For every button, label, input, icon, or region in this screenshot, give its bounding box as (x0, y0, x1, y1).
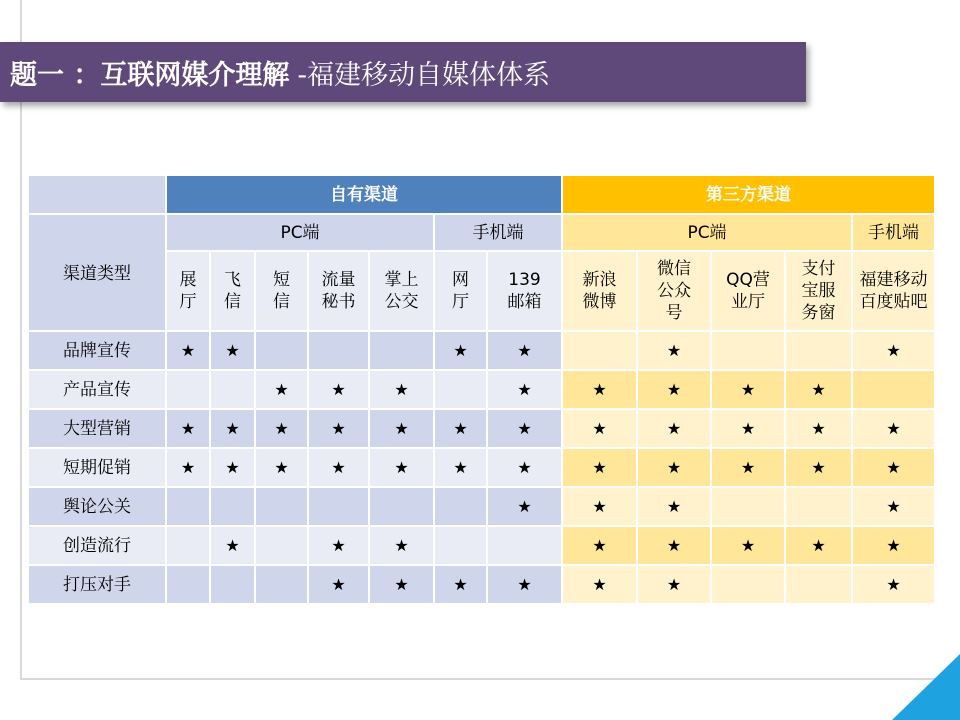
table-row (28, 331, 935, 370)
own-pc-header: PC端 (166, 214, 434, 251)
title-bar (0, 42, 806, 102)
star-mark-cell: ★ (308, 448, 369, 487)
column-header: 网 厅 (434, 251, 487, 331)
star-mark-cell: ★ (434, 448, 487, 487)
star-mark-cell: ★ (637, 448, 711, 487)
channel-table (27, 174, 936, 605)
empty-cell (210, 487, 255, 526)
third-mobile-header: 手机端 (852, 214, 935, 251)
row-label: 大型营销 (28, 409, 166, 448)
table-row (28, 409, 935, 448)
star-mark-cell: ★ (562, 409, 637, 448)
star-mark-cell: ★ (711, 409, 785, 448)
star-mark-cell: ★ (562, 448, 637, 487)
star-mark-cell: ★ (711, 370, 785, 409)
star-mark-cell: ★ (255, 448, 308, 487)
empty-cell (434, 370, 487, 409)
empty-cell (210, 370, 255, 409)
star-mark-cell: ★ (210, 448, 255, 487)
star-mark-cell: ★ (369, 370, 434, 409)
table-row (28, 526, 935, 565)
star-mark-cell: ★ (369, 448, 434, 487)
star-mark-cell: ★ (637, 331, 711, 370)
slide-title: 题一 ：互联网媒介理解 (10, 59, 290, 91)
empty-cell (255, 331, 308, 370)
star-mark-cell: ★ (852, 487, 935, 526)
star-mark-cell: ★ (562, 370, 637, 409)
empty-cell (166, 526, 210, 565)
row-label: 品牌宣传 (28, 331, 166, 370)
empty-cell (255, 487, 308, 526)
star-mark-cell: ★ (487, 487, 562, 526)
star-mark-cell: ★ (637, 409, 711, 448)
star-mark-cell: ★ (852, 331, 935, 370)
star-mark-cell: ★ (166, 331, 210, 370)
star-mark-cell: ★ (785, 370, 852, 409)
star-mark-cell: ★ (487, 370, 562, 409)
star-mark-cell: ★ (562, 526, 637, 565)
star-mark-cell: ★ (785, 526, 852, 565)
star-mark-cell: ★ (637, 565, 711, 604)
star-mark-cell: ★ (210, 409, 255, 448)
star-mark-cell: ★ (434, 331, 487, 370)
star-mark-cell: ★ (852, 565, 935, 604)
star-mark-cell: ★ (711, 526, 785, 565)
star-mark-cell: ★ (785, 409, 852, 448)
table-row (28, 448, 935, 487)
corner-cell (28, 175, 166, 214)
empty-cell (711, 487, 785, 526)
table-row (28, 565, 935, 604)
empty-cell (785, 487, 852, 526)
empty-cell (487, 526, 562, 565)
star-mark-cell: ★ (711, 448, 785, 487)
empty-cell (210, 565, 255, 604)
column-header: 短 信 (255, 251, 308, 331)
empty-cell (166, 370, 210, 409)
column-header: 139 邮箱 (487, 251, 562, 331)
corner-accent-triangle (892, 654, 960, 720)
star-mark-cell: ★ (637, 487, 711, 526)
empty-cell (166, 487, 210, 526)
star-mark-cell: ★ (562, 487, 637, 526)
star-mark-cell: ★ (562, 565, 637, 604)
column-header: 福建移动 百度贴吧 (852, 251, 935, 331)
star-mark-cell: ★ (852, 448, 935, 487)
empty-cell (785, 331, 852, 370)
empty-cell (434, 487, 487, 526)
slide-frame-bottom (20, 678, 960, 680)
empty-cell (308, 331, 369, 370)
star-mark-cell: ★ (785, 448, 852, 487)
empty-cell (852, 370, 935, 409)
empty-cell (369, 487, 434, 526)
own-mobile-header: 手机端 (434, 214, 562, 251)
empty-cell (785, 565, 852, 604)
row-label: 打压对手 (28, 565, 166, 604)
star-mark-cell: ★ (369, 409, 434, 448)
column-header: 掌上 公交 (369, 251, 434, 331)
table-row (28, 370, 935, 409)
row-label: 短期促销 (28, 448, 166, 487)
star-mark-cell: ★ (308, 565, 369, 604)
star-mark-cell: ★ (308, 370, 369, 409)
column-header: 微信 公众 号 (637, 251, 711, 331)
column-header: QQ营 业厅 (711, 251, 785, 331)
own-channel-header: 自有渠道 (166, 175, 562, 214)
channel-type-label: 渠道类型 (28, 214, 166, 331)
empty-cell (255, 565, 308, 604)
row-label: 舆论公关 (28, 487, 166, 526)
column-header: 新浪 微博 (562, 251, 637, 331)
empty-cell (711, 331, 785, 370)
row-label: 产品宣传 (28, 370, 166, 409)
column-header: 展 厅 (166, 251, 210, 331)
star-mark-cell: ★ (369, 526, 434, 565)
table-row (28, 487, 935, 526)
star-mark-cell: ★ (308, 526, 369, 565)
row-label: 创造流行 (28, 526, 166, 565)
column-header: 飞 信 (210, 251, 255, 331)
star-mark-cell: ★ (308, 409, 369, 448)
star-mark-cell: ★ (852, 409, 935, 448)
empty-cell (369, 331, 434, 370)
slide-frame-left (20, 0, 22, 680)
star-mark-cell: ★ (487, 331, 562, 370)
star-mark-cell: ★ (210, 526, 255, 565)
empty-cell (562, 331, 637, 370)
star-mark-cell: ★ (369, 565, 434, 604)
star-mark-cell: ★ (487, 565, 562, 604)
star-mark-cell: ★ (637, 370, 711, 409)
empty-cell (434, 526, 487, 565)
empty-cell (166, 565, 210, 604)
empty-cell (711, 565, 785, 604)
third-pc-header: PC端 (562, 214, 852, 251)
star-mark-cell: ★ (434, 409, 487, 448)
star-mark-cell: ★ (166, 409, 210, 448)
third-party-channel-header: 第三方渠道 (562, 175, 935, 214)
star-mark-cell: ★ (255, 370, 308, 409)
star-mark-cell: ★ (637, 526, 711, 565)
star-mark-cell: ★ (210, 331, 255, 370)
slide-subtitle: -福建移动自媒体体系 (297, 59, 551, 91)
column-header: 流量 秘书 (308, 251, 369, 331)
star-mark-cell: ★ (434, 565, 487, 604)
star-mark-cell: ★ (852, 526, 935, 565)
star-mark-cell: ★ (487, 409, 562, 448)
column-header: 支付 宝服 务窗 (785, 251, 852, 331)
star-mark-cell: ★ (255, 409, 308, 448)
empty-cell (308, 487, 369, 526)
empty-cell (255, 526, 308, 565)
star-mark-cell: ★ (166, 448, 210, 487)
star-mark-cell: ★ (487, 448, 562, 487)
